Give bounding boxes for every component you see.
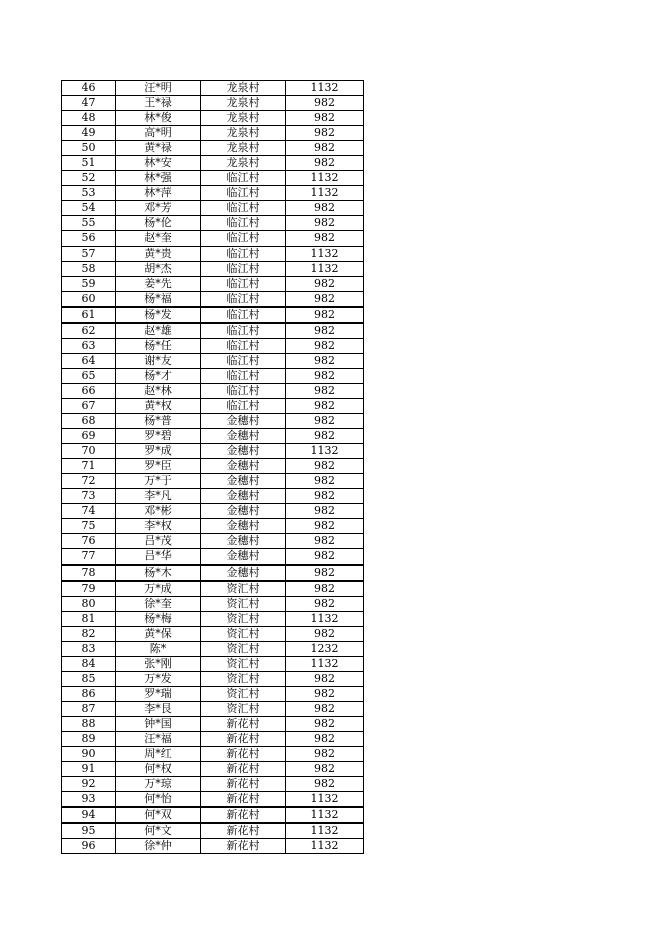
table-row bbox=[62, 201, 364, 216]
cell-amount: 1132 bbox=[286, 171, 364, 186]
cell-name: 黄*保 bbox=[116, 626, 201, 641]
cell-village: 资汇村 bbox=[201, 611, 286, 626]
table-row bbox=[62, 641, 364, 656]
table-row bbox=[62, 489, 364, 504]
cell-village: 资汇村 bbox=[201, 701, 286, 716]
cell-amount: 982 bbox=[286, 732, 364, 747]
cell-village: 临江村 bbox=[201, 291, 286, 307]
table-row bbox=[62, 792, 364, 808]
cell-name: 黄*贵 bbox=[116, 246, 201, 261]
cell-village: 新花村 bbox=[201, 777, 286, 792]
table-row bbox=[62, 716, 364, 731]
table-row bbox=[62, 186, 364, 201]
cell-serial: 61 bbox=[62, 307, 116, 323]
cell-amount: 982 bbox=[286, 338, 364, 353]
cell-amount: 1132 bbox=[286, 839, 364, 854]
cell-amount: 1132 bbox=[286, 792, 364, 808]
cell-amount: 982 bbox=[286, 383, 364, 398]
cell-serial: 92 bbox=[62, 777, 116, 792]
table-row bbox=[62, 338, 364, 353]
cell-village: 新花村 bbox=[201, 732, 286, 747]
cell-name: 陈* bbox=[116, 641, 201, 656]
cell-village: 临江村 bbox=[201, 186, 286, 201]
table-row bbox=[62, 414, 364, 429]
cell-amount: 982 bbox=[286, 549, 364, 565]
cell-name: 李*权 bbox=[116, 519, 201, 534]
cell-name: 杨*木 bbox=[116, 565, 201, 581]
cell-amount: 1132 bbox=[286, 823, 364, 839]
cell-serial: 72 bbox=[62, 474, 116, 489]
cell-village: 金穗村 bbox=[201, 549, 286, 565]
cell-serial: 56 bbox=[62, 231, 116, 246]
cell-name: 罗*碧 bbox=[116, 429, 201, 444]
cell-serial: 52 bbox=[62, 171, 116, 186]
cell-name: 王*禄 bbox=[116, 96, 201, 111]
cell-village: 临江村 bbox=[201, 338, 286, 353]
cell-amount: 1132 bbox=[286, 246, 364, 261]
cell-amount: 1132 bbox=[286, 656, 364, 671]
cell-serial: 62 bbox=[62, 323, 116, 339]
cell-name: 杨*伦 bbox=[116, 216, 201, 231]
cell-serial: 51 bbox=[62, 156, 116, 171]
cell-serial: 59 bbox=[62, 276, 116, 291]
cell-name: 胡*杰 bbox=[116, 261, 201, 276]
cell-name: 何*怡 bbox=[116, 792, 201, 808]
cell-amount: 982 bbox=[286, 686, 364, 701]
cell-name: 黄*权 bbox=[116, 398, 201, 413]
cell-serial: 46 bbox=[62, 81, 116, 96]
table-row bbox=[62, 611, 364, 626]
table-row bbox=[62, 291, 364, 307]
cell-village: 新花村 bbox=[201, 823, 286, 839]
cell-serial: 70 bbox=[62, 444, 116, 459]
table-row bbox=[62, 383, 364, 398]
table-row bbox=[62, 549, 364, 565]
cell-name: 林*强 bbox=[116, 171, 201, 186]
cell-name: 姜*先 bbox=[116, 276, 201, 291]
cell-name: 吕*华 bbox=[116, 549, 201, 565]
cell-village: 资汇村 bbox=[201, 581, 286, 597]
cell-serial: 71 bbox=[62, 459, 116, 474]
cell-village: 临江村 bbox=[201, 368, 286, 383]
cell-serial: 96 bbox=[62, 839, 116, 854]
cell-serial: 65 bbox=[62, 368, 116, 383]
cell-village: 金穗村 bbox=[201, 474, 286, 489]
cell-village: 资汇村 bbox=[201, 596, 286, 611]
table-row bbox=[62, 216, 364, 231]
cell-serial: 73 bbox=[62, 489, 116, 504]
table-row bbox=[62, 762, 364, 777]
cell-name: 罗*瑞 bbox=[116, 686, 201, 701]
table-row bbox=[62, 519, 364, 534]
cell-amount: 982 bbox=[286, 111, 364, 126]
cell-serial: 67 bbox=[62, 398, 116, 413]
cell-name: 罗*成 bbox=[116, 444, 201, 459]
cell-name: 何*文 bbox=[116, 823, 201, 839]
cell-serial: 77 bbox=[62, 549, 116, 565]
cell-village: 资汇村 bbox=[201, 626, 286, 641]
table-row bbox=[62, 474, 364, 489]
cell-village: 金穗村 bbox=[201, 444, 286, 459]
cell-amount: 982 bbox=[286, 141, 364, 156]
cell-amount: 982 bbox=[286, 353, 364, 368]
cell-village: 临江村 bbox=[201, 276, 286, 291]
spreadsheet-sheet bbox=[61, 80, 364, 854]
cell-amount: 982 bbox=[286, 504, 364, 519]
cell-village: 临江村 bbox=[201, 398, 286, 413]
cell-name: 杨*普 bbox=[116, 414, 201, 429]
cell-village: 资汇村 bbox=[201, 656, 286, 671]
cell-village: 资汇村 bbox=[201, 686, 286, 701]
cell-serial: 80 bbox=[62, 596, 116, 611]
cell-name: 林*俊 bbox=[116, 111, 201, 126]
cell-village: 临江村 bbox=[201, 383, 286, 398]
cell-name: 杨*梅 bbox=[116, 611, 201, 626]
cell-village: 临江村 bbox=[201, 201, 286, 216]
table-row bbox=[62, 444, 364, 459]
cell-serial: 50 bbox=[62, 141, 116, 156]
cell-serial: 78 bbox=[62, 565, 116, 581]
cell-village: 临江村 bbox=[201, 261, 286, 276]
cell-serial: 94 bbox=[62, 807, 116, 823]
cell-amount: 982 bbox=[286, 201, 364, 216]
cell-village: 资汇村 bbox=[201, 671, 286, 686]
cell-name: 何*双 bbox=[116, 807, 201, 823]
cell-amount: 1132 bbox=[286, 807, 364, 823]
cell-serial: 53 bbox=[62, 186, 116, 201]
cell-village: 金穗村 bbox=[201, 459, 286, 474]
cell-name: 杨*才 bbox=[116, 368, 201, 383]
table-row bbox=[62, 231, 364, 246]
cell-name: 万*发 bbox=[116, 671, 201, 686]
table-row bbox=[62, 141, 364, 156]
cell-serial: 75 bbox=[62, 519, 116, 534]
cell-amount: 982 bbox=[286, 671, 364, 686]
cell-serial: 84 bbox=[62, 656, 116, 671]
cell-serial: 60 bbox=[62, 291, 116, 307]
cell-village: 金穗村 bbox=[201, 519, 286, 534]
cell-serial: 93 bbox=[62, 792, 116, 808]
table-row bbox=[62, 126, 364, 141]
cell-serial: 88 bbox=[62, 716, 116, 731]
cell-amount: 982 bbox=[286, 762, 364, 777]
table-row bbox=[62, 246, 364, 261]
cell-serial: 66 bbox=[62, 383, 116, 398]
cell-serial: 89 bbox=[62, 732, 116, 747]
cell-village: 新花村 bbox=[201, 839, 286, 854]
cell-name: 罗*臣 bbox=[116, 459, 201, 474]
cell-name: 谢*友 bbox=[116, 353, 201, 368]
table-row bbox=[62, 747, 364, 762]
table-row bbox=[62, 307, 364, 323]
cell-serial: 64 bbox=[62, 353, 116, 368]
cell-amount: 982 bbox=[286, 626, 364, 641]
cell-amount: 982 bbox=[286, 323, 364, 339]
cell-serial: 54 bbox=[62, 201, 116, 216]
table-row bbox=[62, 323, 364, 339]
table-row bbox=[62, 656, 364, 671]
cell-serial: 82 bbox=[62, 626, 116, 641]
cell-serial: 47 bbox=[62, 96, 116, 111]
cell-name: 林*安 bbox=[116, 156, 201, 171]
data-table bbox=[61, 80, 364, 854]
cell-village: 新花村 bbox=[201, 807, 286, 823]
cell-village: 龙泉村 bbox=[201, 156, 286, 171]
cell-name: 邓*芳 bbox=[116, 201, 201, 216]
cell-village: 龙泉村 bbox=[201, 81, 286, 96]
table-row bbox=[62, 276, 364, 291]
cell-serial: 49 bbox=[62, 126, 116, 141]
cell-village: 临江村 bbox=[201, 353, 286, 368]
cell-amount: 982 bbox=[286, 474, 364, 489]
table-row bbox=[62, 807, 364, 823]
cell-amount: 982 bbox=[286, 701, 364, 716]
cell-serial: 95 bbox=[62, 823, 116, 839]
cell-village: 临江村 bbox=[201, 171, 286, 186]
cell-amount: 982 bbox=[286, 519, 364, 534]
cell-serial: 79 bbox=[62, 581, 116, 597]
table-row bbox=[62, 81, 364, 96]
cell-village: 金穗村 bbox=[201, 565, 286, 581]
cell-name: 杨*任 bbox=[116, 338, 201, 353]
cell-name: 杨*福 bbox=[116, 291, 201, 307]
cell-serial: 69 bbox=[62, 429, 116, 444]
cell-amount: 982 bbox=[286, 534, 364, 549]
cell-serial: 86 bbox=[62, 686, 116, 701]
cell-amount: 982 bbox=[286, 276, 364, 291]
cell-serial: 91 bbox=[62, 762, 116, 777]
cell-amount: 982 bbox=[286, 216, 364, 231]
cell-amount: 1132 bbox=[286, 261, 364, 276]
table-row bbox=[62, 777, 364, 792]
cell-village: 龙泉村 bbox=[201, 141, 286, 156]
cell-village: 临江村 bbox=[201, 231, 286, 246]
cell-amount: 982 bbox=[286, 231, 364, 246]
cell-name: 高*明 bbox=[116, 126, 201, 141]
cell-village: 新花村 bbox=[201, 747, 286, 762]
cell-amount: 982 bbox=[286, 581, 364, 597]
cell-amount: 1132 bbox=[286, 186, 364, 201]
cell-name: 汪*明 bbox=[116, 81, 201, 96]
table-row bbox=[62, 504, 364, 519]
table-row bbox=[62, 823, 364, 839]
cell-village: 金穗村 bbox=[201, 534, 286, 549]
cell-amount: 982 bbox=[286, 489, 364, 504]
cell-name: 赵*奎 bbox=[116, 231, 201, 246]
table-row bbox=[62, 353, 364, 368]
cell-amount: 982 bbox=[286, 777, 364, 792]
table-row bbox=[62, 732, 364, 747]
cell-amount: 1232 bbox=[286, 641, 364, 656]
table-row bbox=[62, 534, 364, 549]
cell-name: 李*凡 bbox=[116, 489, 201, 504]
cell-serial: 63 bbox=[62, 338, 116, 353]
table-row bbox=[62, 171, 364, 186]
cell-amount: 982 bbox=[286, 596, 364, 611]
cell-serial: 55 bbox=[62, 216, 116, 231]
table-row bbox=[62, 111, 364, 126]
table-row bbox=[62, 565, 364, 581]
cell-name: 徐*奎 bbox=[116, 596, 201, 611]
cell-serial: 81 bbox=[62, 611, 116, 626]
cell-village: 龙泉村 bbox=[201, 111, 286, 126]
cell-name: 赵*雄 bbox=[116, 323, 201, 339]
cell-amount: 982 bbox=[286, 414, 364, 429]
cell-serial: 76 bbox=[62, 534, 116, 549]
cell-name: 黄*禄 bbox=[116, 141, 201, 156]
cell-amount: 982 bbox=[286, 398, 364, 413]
table-row bbox=[62, 261, 364, 276]
cell-village: 新花村 bbox=[201, 792, 286, 808]
cell-name: 邓*彬 bbox=[116, 504, 201, 519]
cell-serial: 83 bbox=[62, 641, 116, 656]
cell-name: 周*红 bbox=[116, 747, 201, 762]
table-row bbox=[62, 581, 364, 597]
cell-amount: 1132 bbox=[286, 81, 364, 96]
cell-serial: 68 bbox=[62, 414, 116, 429]
cell-amount: 982 bbox=[286, 565, 364, 581]
cell-amount: 982 bbox=[286, 459, 364, 474]
table-row bbox=[62, 686, 364, 701]
table-row bbox=[62, 398, 364, 413]
cell-village: 金穗村 bbox=[201, 504, 286, 519]
cell-name: 钟*国 bbox=[116, 716, 201, 731]
cell-serial: 57 bbox=[62, 246, 116, 261]
cell-amount: 982 bbox=[286, 747, 364, 762]
cell-amount: 982 bbox=[286, 716, 364, 731]
cell-amount: 982 bbox=[286, 368, 364, 383]
cell-name: 赵*林 bbox=[116, 383, 201, 398]
cell-name: 李*艮 bbox=[116, 701, 201, 716]
cell-amount: 982 bbox=[286, 291, 364, 307]
cell-name: 何*权 bbox=[116, 762, 201, 777]
table-row bbox=[62, 429, 364, 444]
cell-serial: 85 bbox=[62, 671, 116, 686]
table-row bbox=[62, 368, 364, 383]
cell-amount: 982 bbox=[286, 96, 364, 111]
cell-amount: 1132 bbox=[286, 611, 364, 626]
cell-amount: 982 bbox=[286, 126, 364, 141]
cell-amount: 982 bbox=[286, 307, 364, 323]
table-row bbox=[62, 596, 364, 611]
table-body bbox=[62, 81, 364, 854]
cell-amount: 1132 bbox=[286, 444, 364, 459]
table-row bbox=[62, 671, 364, 686]
table-row bbox=[62, 839, 364, 854]
cell-amount: 982 bbox=[286, 429, 364, 444]
cell-village: 资汇村 bbox=[201, 641, 286, 656]
cell-village: 金穗村 bbox=[201, 414, 286, 429]
cell-village: 金穗村 bbox=[201, 489, 286, 504]
cell-serial: 48 bbox=[62, 111, 116, 126]
table-row bbox=[62, 459, 364, 474]
cell-name: 万*琼 bbox=[116, 777, 201, 792]
cell-serial: 58 bbox=[62, 261, 116, 276]
cell-name: 张*刚 bbox=[116, 656, 201, 671]
cell-name: 吕*茂 bbox=[116, 534, 201, 549]
cell-village: 新花村 bbox=[201, 762, 286, 777]
cell-village: 临江村 bbox=[201, 307, 286, 323]
cell-name: 杨*发 bbox=[116, 307, 201, 323]
table-row bbox=[62, 701, 364, 716]
cell-village: 临江村 bbox=[201, 216, 286, 231]
cell-village: 龙泉村 bbox=[201, 126, 286, 141]
cell-village: 龙泉村 bbox=[201, 96, 286, 111]
cell-name: 汪*福 bbox=[116, 732, 201, 747]
cell-village: 临江村 bbox=[201, 246, 286, 261]
table-row bbox=[62, 96, 364, 111]
table-row bbox=[62, 156, 364, 171]
cell-name: 林*萍 bbox=[116, 186, 201, 201]
cell-village: 临江村 bbox=[201, 323, 286, 339]
cell-amount: 982 bbox=[286, 156, 364, 171]
cell-name: 徐*仲 bbox=[116, 839, 201, 854]
cell-name: 万*于 bbox=[116, 474, 201, 489]
cell-name: 万*成 bbox=[116, 581, 201, 597]
cell-serial: 90 bbox=[62, 747, 116, 762]
cell-village: 金穗村 bbox=[201, 429, 286, 444]
table-row bbox=[62, 626, 364, 641]
cell-serial: 87 bbox=[62, 701, 116, 716]
cell-serial: 74 bbox=[62, 504, 116, 519]
cell-village: 新花村 bbox=[201, 716, 286, 731]
